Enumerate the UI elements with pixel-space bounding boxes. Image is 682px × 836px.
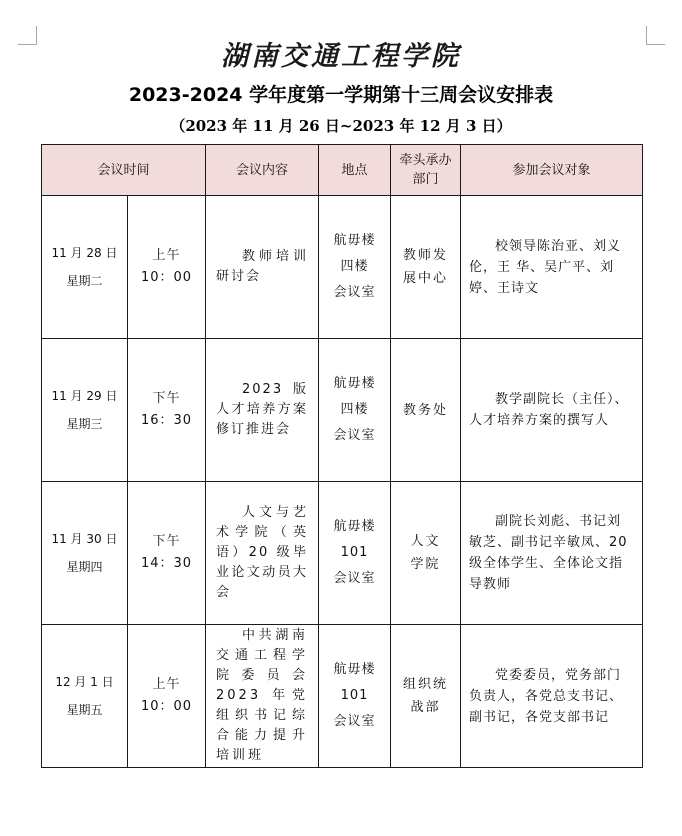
content-cell: 人文与艺术学院（英语）20 级毕业论文动员大会 — [206, 482, 319, 625]
place-line: 会议室 — [333, 714, 376, 729]
attendees-cell: 教学副院长（主任）、人才培养方案的撰写人 — [461, 339, 643, 482]
header-dept — [391, 145, 461, 196]
time-cell — [128, 625, 206, 768]
time-cell — [128, 339, 206, 482]
school-name: 湖南交通工程学院 — [221, 41, 461, 72]
attendees-cell: 校领导陈治亚、刘义伦，王 华、吴广平、刘婷、王诗文 — [461, 196, 643, 339]
clock-text: 14：30 — [140, 556, 193, 571]
meeting-schedule-table — [41, 144, 643, 768]
dept-text: 教师发展中心 — [403, 248, 449, 286]
table-row — [42, 482, 643, 625]
place-line: 101 — [340, 545, 369, 560]
content-cell: 2023 版人才培养方案修订推进会 — [206, 339, 319, 482]
place-cell — [319, 339, 391, 482]
date-text: 11 月 28 日 — [51, 246, 118, 260]
date-cell — [42, 196, 128, 339]
place-cell — [319, 196, 391, 339]
weekday-text: 星期五 — [66, 703, 103, 717]
weekday-text: 星期四 — [66, 560, 103, 574]
weekday-text: 星期二 — [66, 274, 103, 288]
date-range-subtitle: （2023 年 11 月 26 日~2023 年 12 月 3 日） — [170, 117, 512, 135]
document-title: 2023-2024 学年度第一学期第十三周会议安排表 — [128, 84, 554, 106]
place-line: 会议室 — [333, 428, 376, 443]
date-cell — [42, 482, 128, 625]
place-line: 航毋楼 — [333, 233, 376, 248]
place-line: 四楼 — [340, 259, 369, 274]
table-row — [42, 196, 643, 339]
weekday-text: 星期三 — [66, 417, 103, 431]
time-cell — [128, 196, 206, 339]
content-cell: 中共湖南交通工程学院委员会 2023 年党组织书记综合能力提升培训班 — [206, 625, 319, 768]
place-cell — [319, 625, 391, 768]
dept-cell — [391, 482, 461, 625]
header-attendees: 参加会议对象 — [461, 145, 643, 196]
period-text: 下午 — [152, 534, 181, 549]
attendees-cell: 党委委员，党务部门负责人，各党总支书记、副书记，各党支部书记 — [461, 625, 643, 768]
attendees-cell: 副院长刘彪、书记刘敏芝、副书记辛敏凤、20 级全体学生、全体论文指导教师 — [461, 482, 643, 625]
place-line: 航毋楼 — [333, 376, 376, 391]
dept-cell — [391, 625, 461, 768]
date-text: 11 月 29 日 — [51, 389, 118, 403]
dept-text: 人文学院 — [410, 534, 441, 572]
place-line: 会议室 — [333, 285, 376, 300]
place-cell — [319, 482, 391, 625]
place-line: 101 — [340, 688, 369, 703]
date-text: 12 月 1 日 — [55, 675, 114, 689]
clock-text: 10：00 — [140, 699, 193, 714]
time-cell — [128, 482, 206, 625]
period-text: 下午 — [152, 391, 181, 406]
date-cell — [42, 625, 128, 768]
header-place: 地点 — [319, 145, 391, 196]
header-time: 会议时间 — [42, 145, 206, 196]
dept-cell — [391, 339, 461, 482]
content-cell: 教师培训研讨会 — [206, 196, 319, 339]
period-text: 上午 — [152, 677, 181, 692]
period-text: 上午 — [152, 248, 181, 263]
date-cell — [42, 339, 128, 482]
clock-text: 10：00 — [140, 270, 193, 285]
clock-text: 16：30 — [140, 413, 193, 428]
table-row — [42, 625, 643, 768]
dept-cell — [391, 196, 461, 339]
table-row — [42, 339, 643, 482]
header-content: 会议内容 — [206, 145, 319, 196]
place-line: 四楼 — [340, 402, 369, 417]
date-text: 11 月 30 日 — [51, 532, 118, 546]
dept-text: 教务处 — [403, 402, 449, 418]
dept-text: 组织统战部 — [403, 677, 449, 715]
header-dept-text: 牵头承办部门 — [399, 153, 452, 187]
place-line: 航毋楼 — [333, 519, 376, 534]
table-header-row — [42, 145, 643, 196]
place-line: 航毋楼 — [333, 662, 376, 677]
place-line: 会议室 — [333, 571, 376, 586]
